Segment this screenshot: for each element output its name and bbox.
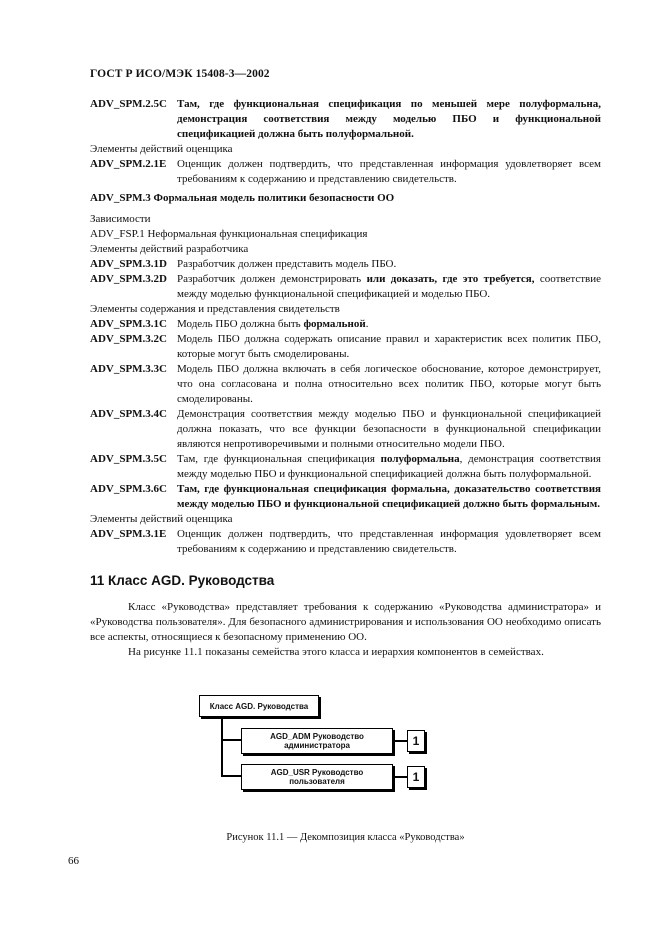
text-part: , демонстрация соответствия между моделью ПБО и функциональной спецификацией должна быть полуформальной. xyxy=(177,453,601,480)
requirement-text: Там, где функциональная спецификация по меньшей мере полуформальна, демонстрация соответствия между моделью ПБО и функциональной спецификацией должна быть полуформальной. xyxy=(177,98,601,140)
requirement-item xyxy=(90,452,601,482)
text-part: Там, где функциональная спецификация xyxy=(177,453,381,465)
requirement-item xyxy=(90,317,601,332)
component-level-box: 1 xyxy=(407,730,425,752)
section-label: Элементы действий оценщика xyxy=(90,143,233,155)
text-part: Разработчик должен демонстрировать xyxy=(177,273,367,285)
connector-line xyxy=(393,776,407,778)
requirement-text: Оценщик должен подтвердить, что представленная информация удовлетворяет всем требованиям к содержанию и представлению свидетельств. xyxy=(177,528,601,555)
requirement-text: Там, где функциональная спецификация формальна, доказательство соответствия между моделью ПБО и функциональной спецификацией должно быть формальным. xyxy=(177,483,601,510)
family-box-adm: AGD_ADM Руководство администратора xyxy=(241,728,393,754)
paragraph: Класс «Руководства» представляет требования к содержанию «Руководства администратора» и «Руководства пользователя». Для безопасного администрирования и использования ОО необходимо описать все аспекты, относящиеся к безопасному применению ОО. xyxy=(90,601,601,643)
connector-line xyxy=(221,775,241,777)
requirement-text: Модель ПБО должна содержать описание правил и характеристик всех политик ПБО, которые могут быть смоделированы. xyxy=(177,333,601,360)
requirement-code: ADV_SPM.3.3C xyxy=(90,363,167,375)
requirement-text xyxy=(177,272,601,302)
requirement-item xyxy=(90,332,601,362)
connector-line xyxy=(393,740,407,742)
requirement-item xyxy=(90,527,601,557)
section-label: Элементы содержания и представления свидетельств xyxy=(90,303,340,315)
section-label: Элементы действий оценщика xyxy=(90,513,233,525)
requirement-code: ADV_SPM.3.5C xyxy=(90,453,167,465)
requirement-code: ADV_SPM.3.2D xyxy=(90,273,167,285)
document-header: ГОСТ Р ИСО/МЭК 15408-3—2002 xyxy=(90,68,270,80)
family-box-usr: AGD_USR Руководство пользователя xyxy=(241,764,393,790)
dependency-label: ADV_FSP.1 Неформальная функциональная спецификация xyxy=(90,228,368,240)
section-label: Зависимости xyxy=(90,213,151,225)
figure-caption: Рисунок 11.1 — Декомпозиция класса «Руководства» xyxy=(226,832,465,843)
requirement-item xyxy=(90,482,601,512)
requirement-item xyxy=(90,257,601,272)
class-decomposition-diagram xyxy=(199,690,439,800)
requirement-code: ADV_SPM.3.1D xyxy=(90,258,167,270)
requirement-item xyxy=(90,272,601,302)
requirement-code: ADV_SPM.3.4C xyxy=(90,408,167,420)
section-label: Элементы действий разработчика xyxy=(90,243,249,255)
page-number: 66 xyxy=(68,855,79,867)
component-heading: ADV_SPM.3 Формальная модель политики безопасности ОО xyxy=(90,192,395,204)
document-body xyxy=(90,97,601,660)
requirement-code: ADV_SPM.3.6C xyxy=(90,483,167,495)
requirement-text xyxy=(177,317,601,332)
component-level-box: 1 xyxy=(407,766,425,788)
requirement-code: ADV_SPM.2.1E xyxy=(90,158,167,170)
requirement-code: ADV_SPM.2.5C xyxy=(90,98,167,110)
section-title: 11 Класс AGD. Руководства xyxy=(90,573,275,588)
text-part-bold: полуформальна xyxy=(380,453,460,465)
requirement-text: Разработчик должен представить модель ПБО. xyxy=(177,258,397,270)
requirement-code: ADV_SPM.3.1E xyxy=(90,528,167,540)
connector-line xyxy=(221,739,241,741)
text-part-bold: или доказать, где это требуется, xyxy=(366,273,535,285)
paragraph: На рисунке 11.1 показаны семейства этого класса и иерархия компонентов в семействах. xyxy=(128,646,544,658)
text-part: Модель ПБО должна быть xyxy=(177,318,304,330)
requirement-item xyxy=(90,97,601,142)
requirement-code: ADV_SPM.3.2C xyxy=(90,333,167,345)
requirement-text: Демонстрация соответствия между моделью ПБО и функциональной спецификацией должна показать, что все функции безопасности в функциональной спецификации являются непротиворечивыми и полными относительно модели ПБО. xyxy=(177,408,601,450)
text-part: соответствие между моделью функциональной спецификацией и моделью ПБО. xyxy=(177,273,601,300)
text-part: . xyxy=(365,318,369,330)
text-part-bold: формальной xyxy=(303,318,366,330)
requirement-text xyxy=(177,452,601,482)
requirement-code: ADV_SPM.3.1C xyxy=(90,318,167,330)
requirement-item xyxy=(90,157,601,187)
connector-line xyxy=(221,717,223,775)
requirement-text: Модель ПБО должна включать в себя логическое обоснование, которое демонстрирует, что она согласована и полна относительно всех политик ПБО, которые могут быть смоделированы. xyxy=(177,363,601,405)
requirement-item xyxy=(90,362,601,407)
requirement-item xyxy=(90,407,601,452)
requirement-text: Оценщик должен подтвердить, что представленная информация удовлетворяет всем требованиям к содержанию и представлению свидетельств. xyxy=(177,158,601,185)
class-box: Класс AGD. Руководства xyxy=(199,695,319,717)
